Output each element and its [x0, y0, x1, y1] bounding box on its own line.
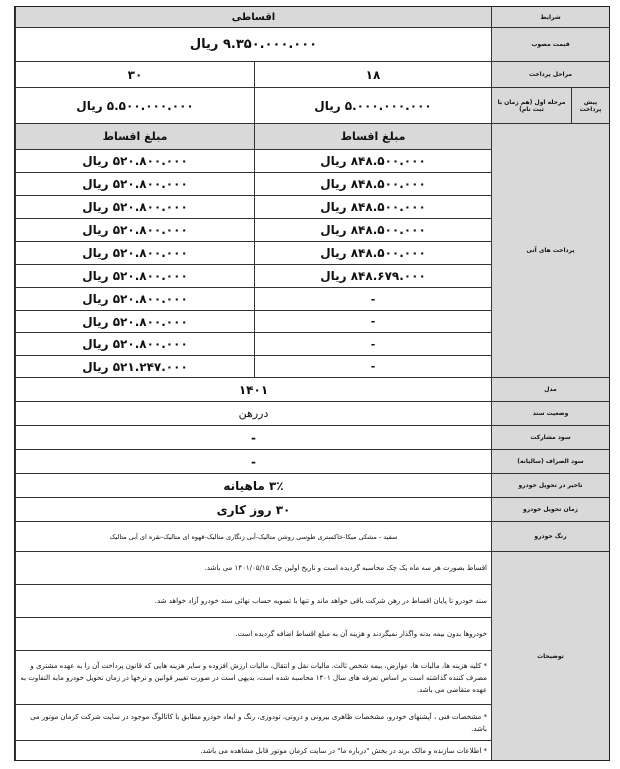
installment-row — [15, 311, 491, 333]
participation-profit-label: سود مشارکت — [491, 426, 609, 449]
installment-row — [15, 150, 491, 173]
compensation-row — [15, 450, 609, 474]
delivery-delay-value: ۳٪ ماهیانه — [15, 474, 491, 497]
plan-a-installment: - — [254, 311, 491, 332]
compensation-label: سود الصراف (سالیانه) — [491, 450, 609, 473]
model-label: مدل — [491, 378, 609, 401]
compensation-value: - — [15, 450, 491, 473]
prepayment-stage-label: مرحله اول (هم زمان با ثبت نام) — [491, 88, 571, 123]
prepayment-row — [15, 88, 609, 124]
plan-a-stages: ۱۸ — [254, 62, 491, 87]
note-item — [15, 585, 491, 618]
plan-a-installment: - — [254, 356, 491, 377]
note-item — [15, 705, 491, 741]
notes-label: توضیحات — [491, 552, 609, 760]
plan-a-installment: - — [254, 333, 491, 355]
plan-a-installment-header: مبلغ اقساط — [254, 124, 491, 149]
approved-price-label: قیمت مصوب — [491, 28, 609, 61]
model-row — [15, 378, 609, 402]
delivery-delay-label: تاخیر در تحویل خودرو — [491, 474, 609, 497]
plan-a-installment: - — [254, 288, 491, 310]
approved-price-value: ۹.۳۵۰.۰۰۰.۰۰۰ ریال — [15, 28, 491, 61]
document-status-label: وضعیت سند — [491, 402, 609, 425]
installment-row — [15, 196, 491, 219]
page-title: اقساطی — [15, 7, 491, 27]
plan-a-installment: ۸۴۸.۵۰۰.۰۰۰ ریال — [254, 150, 491, 172]
colors-row — [15, 522, 609, 552]
plan-b-installment: ۵۲۰.۸۰۰.۰۰۰ ریال — [15, 150, 254, 172]
plan-b-installment: ۵۲۰.۸۰۰.۰۰۰ ریال — [15, 265, 254, 287]
installment-row — [15, 265, 491, 288]
plan-a-prepayment: ۵.۰۰۰.۰۰۰.۰۰۰ ریال — [254, 88, 491, 123]
installment-sales-table — [14, 6, 610, 761]
document-status-row — [15, 402, 609, 426]
colors-value: سفید - مشکی میکا-خاکستری طوسی روشن متالیک-آبی زنگاری متالیک-قهوه ای متالیک-نقره ای آبی متالیک — [15, 522, 491, 551]
document-status-value: دررهن — [15, 402, 491, 425]
model-value: ۱۴۰۱ — [15, 378, 491, 401]
delivery-time-row — [15, 498, 609, 522]
note-item — [15, 618, 491, 651]
plan-b-stages: ۳۰ — [15, 62, 254, 87]
installment-header-row — [15, 124, 491, 150]
plan-a-installment: ۸۴۸.۵۰۰.۰۰۰ ریال — [254, 219, 491, 241]
installment-row — [15, 333, 491, 356]
plan-b-installment: ۵۲۰.۸۰۰.۰۰۰ ریال — [15, 173, 254, 195]
plan-a-installment: ۸۴۸.۵۰۰.۰۰۰ ریال — [254, 196, 491, 218]
note-text: * مشخصات فنی ، آپشنهای خودرو، مشخصات ظاهری بیرونی و درونی، تودوزی، رنگ و ابعاد خودرو مطابق با کاتالوگ موجود در سایت شرکت کرمان موتور می باشد. — [15, 705, 491, 740]
note-item — [15, 552, 491, 585]
note-text: سند خودرو تا پایان اقساط در رهن شرکت باقی خواهد ماند و تنها با تسویه حساب نهائی سند خودرو آزاد خواهد شد. — [15, 585, 491, 617]
plan-b-installment: ۵۲۰.۸۰۰.۰۰۰ ریال — [15, 219, 254, 241]
prepayment-group-label: پیش پرداخت — [571, 88, 609, 123]
payment-stages-row — [15, 62, 609, 88]
participation-profit-value: - — [15, 426, 491, 449]
colors-label: رنگ خودرو — [491, 522, 609, 551]
plan-b-installment: ۵۲۰.۸۰۰.۰۰۰ ریال — [15, 311, 254, 332]
plan-b-installment: ۵۲۱.۲۴۷.۰۰۰ ریال — [15, 356, 254, 377]
note-text: * کلیه هزینه ها، مالیات ها، عوارض، بیمه شخص ثالث، مالیات نقل و انتقال، مالیات ارزش افزوده و سایر هزینه هایی که قانون پرداخت آن را به عهده مشتری و مصرف کننده گذاشته است بر اساس تعرفه های سال ۱۴۰۱ محاسبه شده است، بدیهی است در صورت تغییر قوانین و نرخها در زمان تحویل خودرو مابه التفاوت به عهده متقاضی می باشد. — [15, 651, 491, 704]
note-item — [15, 651, 491, 705]
plan-b-installment-header: مبلغ اقساط — [15, 124, 254, 149]
installment-row — [15, 219, 491, 242]
conditions-label: شرایط — [491, 7, 609, 27]
delivery-time-label: زمان تحویل خودرو — [491, 498, 609, 521]
plan-b-prepayment: ۵.۵۰۰.۰۰۰.۰۰۰ ریال — [15, 88, 254, 123]
plan-b-installment: ۵۲۰.۸۰۰.۰۰۰ ریال — [15, 242, 254, 264]
installment-row — [15, 288, 491, 311]
delivery-delay-row — [15, 474, 609, 498]
future-payments-label: پرداخت های آتی — [491, 124, 609, 378]
plan-a-installment: ۸۴۸.۵۰۰.۰۰۰ ریال — [254, 173, 491, 195]
note-item — [15, 741, 491, 760]
plan-a-installment: ۸۴۸.۵۰۰.۰۰۰ ریال — [254, 242, 491, 264]
approved-price-row — [15, 28, 609, 62]
note-text: * اطلاعات سازنده و مالک برند در بخش "درباره ما" در سایت کرمان موتور قابل مشاهده می باشد. — [15, 741, 491, 760]
header-row — [15, 7, 609, 28]
installment-row — [15, 173, 491, 196]
payment-stages-label: مراحل پرداخت — [491, 62, 609, 87]
participation-profit-row — [15, 426, 609, 450]
plan-b-installment: ۵۲۰.۸۰۰.۰۰۰ ریال — [15, 196, 254, 218]
delivery-time-value: ۳۰ روز کاری — [15, 498, 491, 521]
plan-b-installment: ۵۲۰.۸۰۰.۰۰۰ ریال — [15, 333, 254, 355]
plan-a-installment: ۸۴۸.۶۷۹.۰۰۰ ریال — [254, 265, 491, 287]
note-text: اقساط بصورت هر سه ماه یک چک محاسبه گردیده است و تاریخ اولین چک ۱۴۰۱/۰۵/۱۵ می باشد. — [15, 552, 491, 584]
plan-b-installment: ۵۲۰.۸۰۰.۰۰۰ ریال — [15, 288, 254, 310]
note-text: خودروها بدون بیمه بدنه واگذار نمیگردند و هزینه آن به مبلغ اقساط اضافه گردیده است. — [15, 618, 491, 650]
installment-row — [15, 356, 491, 378]
installment-row — [15, 242, 491, 265]
